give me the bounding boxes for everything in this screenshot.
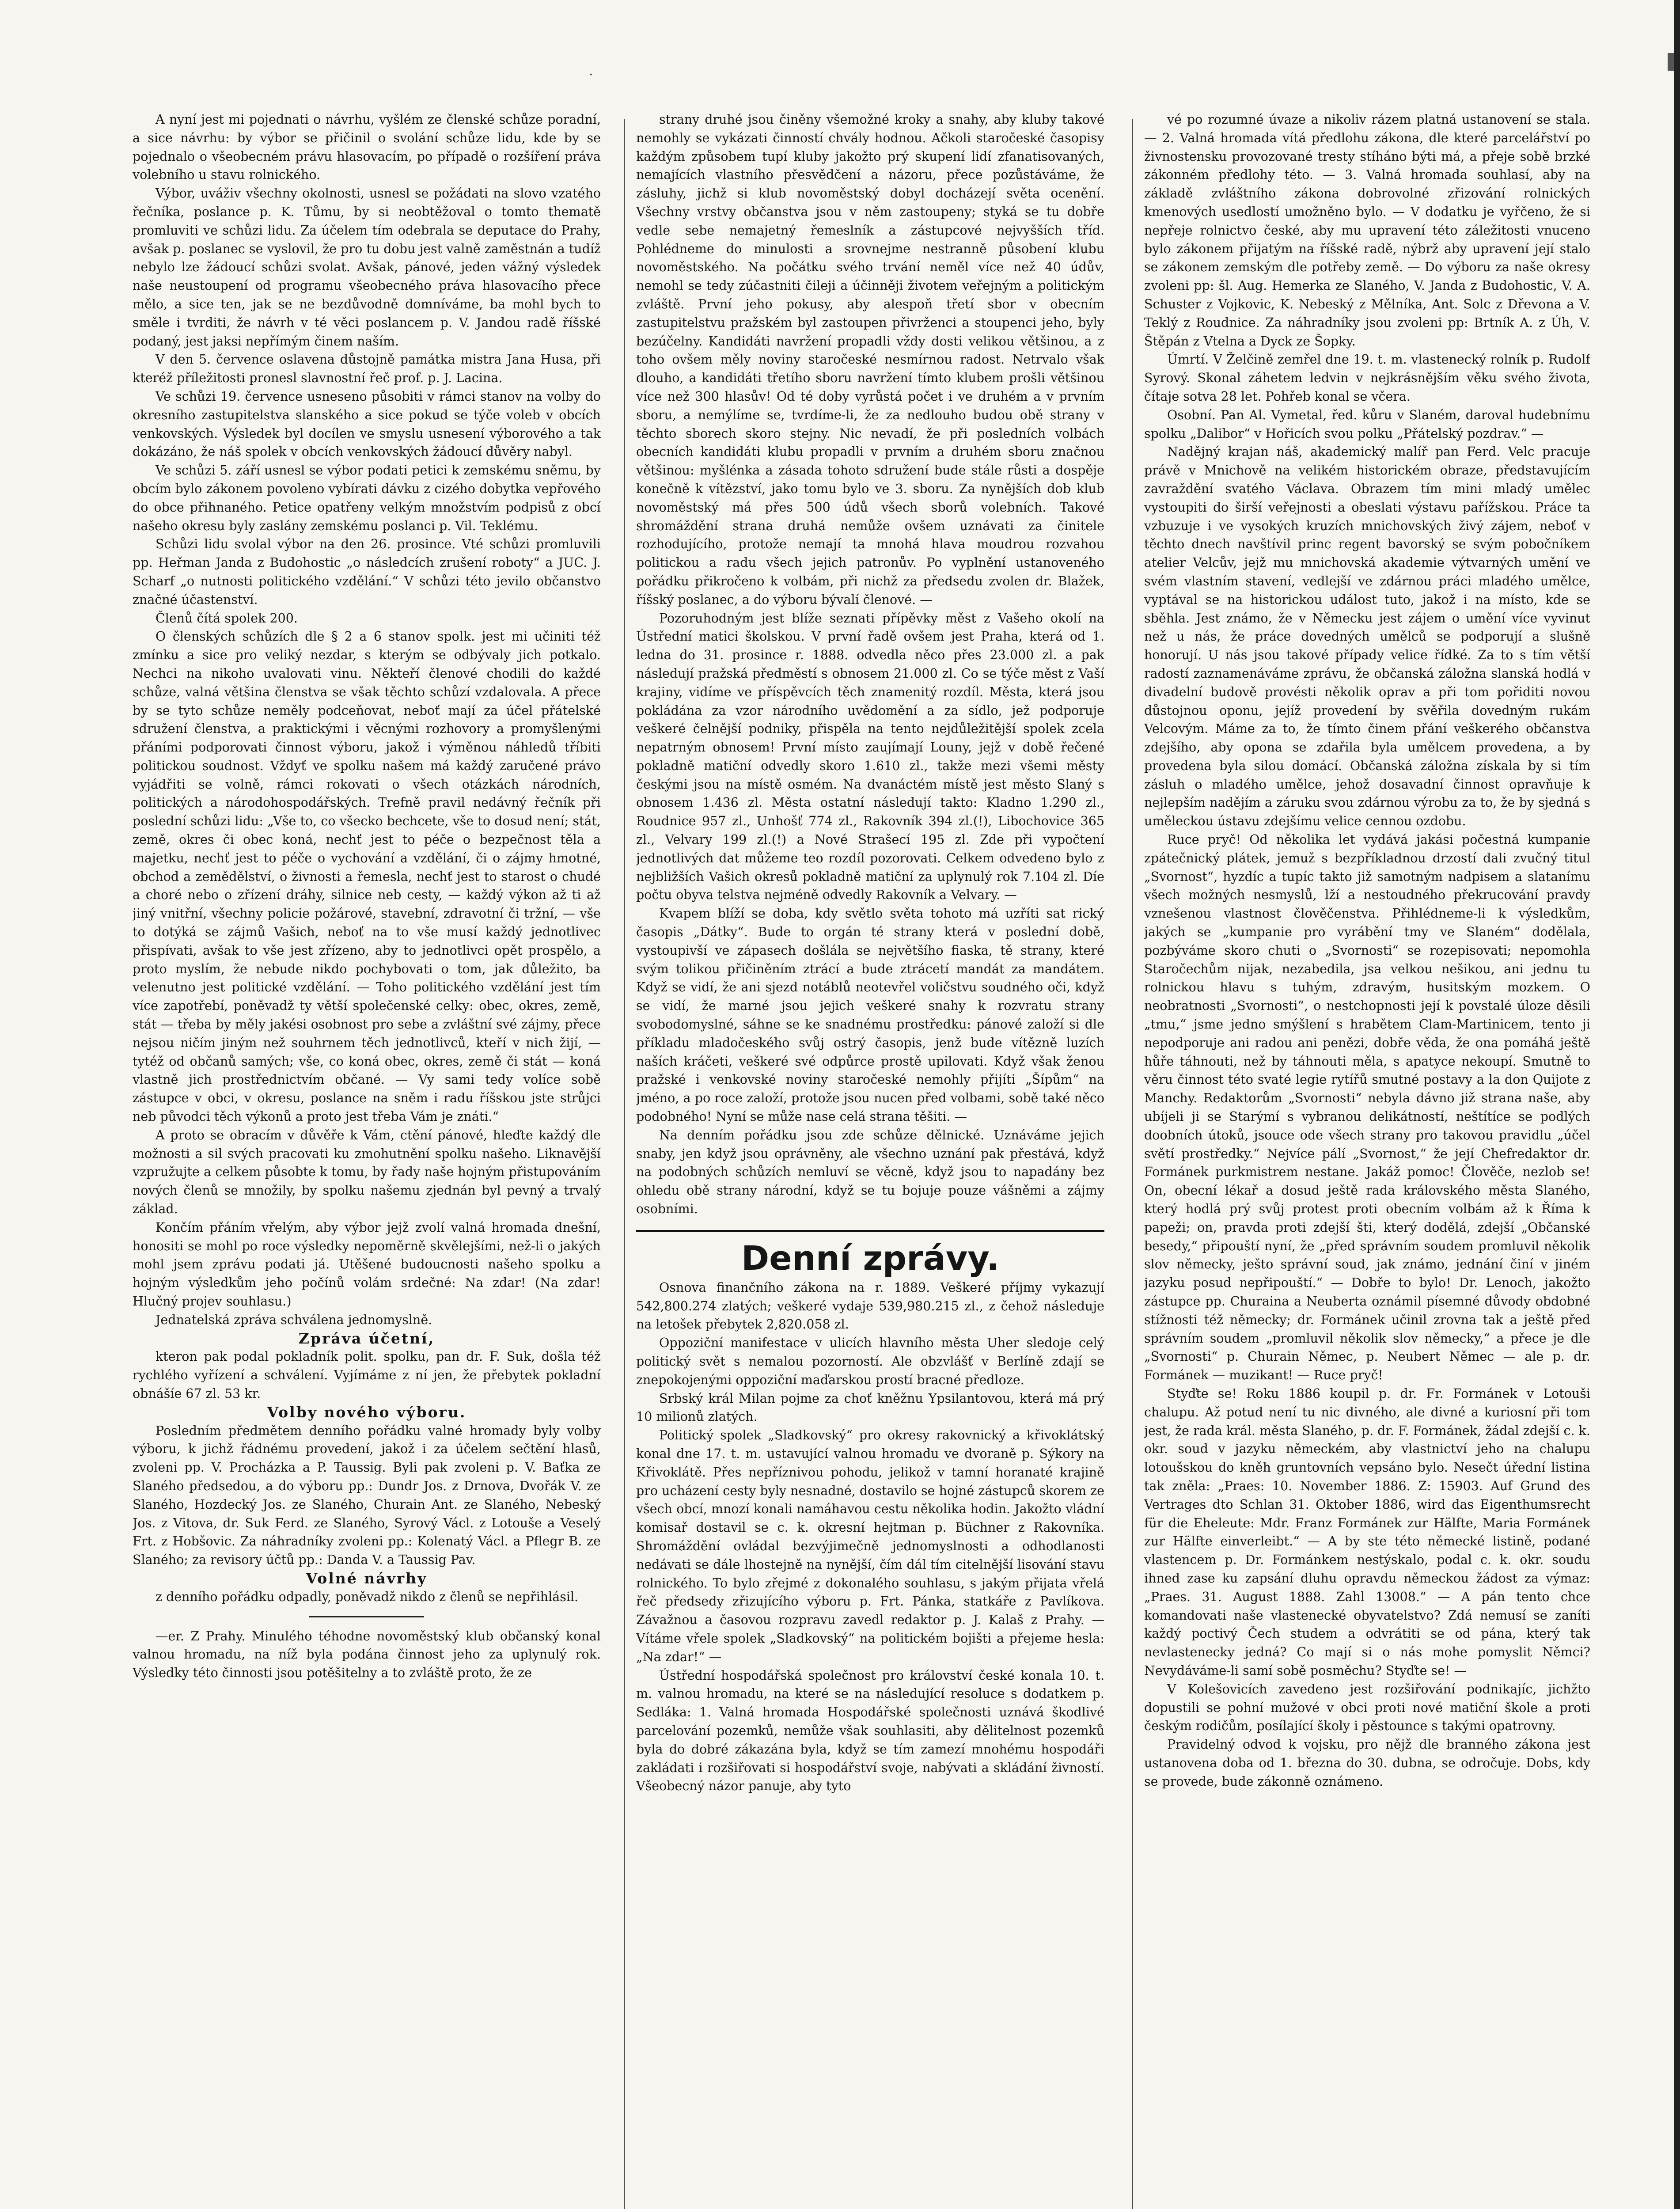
page-tear-mark <box>1668 53 1674 71</box>
paragraph: Srbský král Milan pojme za choť kněžnu Ypsilantovou, která má prý 10 milionů zlatých. <box>636 1391 1104 1424</box>
paragraph: kteron pak podal pokladník polit. spolku, pan dr. F. Suk, došla též rychlého vyřízení a schválení. Vyjímáme z ní jen, že přebytek pokladní obnášíe 67 zl. 53 kr. <box>133 1349 601 1401</box>
paragraph: Styďte se! Roku 1886 koupil p. dr. Fr. Formánek v Lotouši chalupu. Až potud není tu nic divného, ale divné a kuriosní při tom jest, že rada král. města Slaného, p. dr. F. Formánek, žádal zdejší c. k. okr. soud v jazyku německém, aby vlastnictví jeho na chalupu lotoušskou do kněh gruntovních vepsáno bylo. Nesečt úřední listina tak zněla: „Praes: 10. November 1886. Z: 15903. Auf Grund des Vertrages dto Schlan 31. Oktober 1886, wird das Eigenthumsrecht für die Eheleute: Mdr. Franz Formánek zur Hälfte, Maria Formánek zur Hälfte einverleibt.“ — A by ste této německé listině, podané vlastencem p. Dr. Formánkem nestýskalo, podal c. k. okr. soudu ihned zase ku zapsání dluhu opravdu německou žádost za výmaz: „Praes. 31. August 1888. Zahl 13008.“ — A pán tento chce komandovati naše vlastenecké obyvatelstvo? Zdá nemusí se zaníti každý poctivý Čech studem a odvrátiti se od pána, který tak nevlastenecky jedná? Co mají si o nás mohe pomyslit Němci? Nevydáváme-li samí sobě posměchu? Styďte se! — <box>1144 1386 1590 1678</box>
paragraph: Osnova finančního zákona na r. 1889. Veškeré příjmy vykazují 542,800.274 zlatých; veškeré vydaje 539,980.215 zl., z čehož následuje na letošek přebytek 2,820.058 zl. <box>636 1280 1104 1332</box>
paragraph: Úmrtí. V Želčině zemřel dne 19. t. m. vlastenecký rolník p. Rudolf Syrový. Skonal záhetem ledvin v nejkrásnějším věku svého života, čítaje sotva 28 let. Pohřeb konal se včera. <box>1144 352 1590 404</box>
section-divider <box>636 1230 1104 1232</box>
subheading: Volby nového výboru. <box>267 1403 466 1421</box>
paragraph: Ve schůzi 5. září usnesl se výbor podati petici k zemskému sněmu, by obcím bylo zákonem povoleno vybírati dávku z cizého dobytka vepřového do obce přihnaného. Petice opatřeny velkým množstvím podpisů z obcí našeho okresu byly zaslány zemskému poslanci p. Vil. Teklému. <box>133 463 601 533</box>
paragraph: Ve schůzi 19. července usneseno působiti v rámci stanov na volby do okresního zastupitelstva slanského a sice pokud se týče voleb v obcích venkovských. Výsledek byl docílen ve smyslu usnesení výborového a tak dokázáno, že náš spolek v obcích venkovských žádoucí důvěry nabyl. <box>133 389 601 459</box>
paragraph: strany druhé jsou činěny všemožné kroky a snahy, aby kluby takové nemohly se vykázati činností chvály hodnou. Ačkoli staročeské časopisy každým způsobem tupí kluby jakožto prý skupení lidí zfanatisovaných, nemajících vlastního přesvědčení a názoru, přece pozůstáváme, že zásluhy, jichž si klub novoměstský dobyl docházejí světa ocenění. Všechny vrstvy občanstva jsou v něm zastoupeny; styká se tu dobře vedle sebe nemajetný řemeslník a zástupcové nejvyšších tříd. Pohlédneme do minulosti a srovnejme nestranně působení klubu novoměstského. Na počátku svého trvání neměl více než 40 údův, nemohl se tedy zúčastniti čileji a účinněji životem veřejným a politickým zvláště. První jeho pokusy, aby alespoň třetí sbor v obecním zastupitelstvu pražském byl zastoupen přivrženci a stoupenci jeho, byly bezúčelny. Kandidáti navržení propadli vždy dosti velikou většinou, a z toho ovšem měly noviny staročeské nesmírnou radost. Netrvalo však dlouho, a kandidáti třetího sboru navržení tímto klubem prošli většinou více než 300 hlasův! Od té doby vyrůstá počet i ve druhém a v prvním sboru, a nemýlíme se, tvrdíme-li, že za nedlouho budou obě strany v těchto sborech skoro stejny. Nic nevadí, že při posledních volbách obecních kandidáti klubu propadli v prvním a druhém sboru značnou většinou: myšlénka a zásada tohoto sdružení bude stále růsti a dospěje konečně k vítězství, jako tomu bylo ve 3. sboru. Za nynějších dob klub novoměstský má přes 500 údů všech sborů volebních. Takové shromáždění strana druhá nemůže ovšem uznávati za činitele rozhodujícího, protože nemají ta mnohá hlava moudrou rozvahou politickou a radu všech jejich patronův. Po vyplnění ustanoveného pořádku přikročeno k volbám, při nichž za předsedu zvolen dr. Blažek, říšský poslanec, a do výboru bývalí členové. — <box>636 112 1104 607</box>
section-heading: Denní zprávy. <box>741 1238 999 1278</box>
paragraph: Výbor, uváživ všechny okolnosti, usnesl se požádati na slovo vzatého řečníka, poslance p. K. Tůmu, by si neobtěžoval o tomto thematě promluviti ve schůzi lidu. Za účelem tím odebrala se deputace do Prahy, avšak p. poslanec se vyslovil, že pro tu dobu jest valně zaměstnán a tudíž nebylo lze žádoucí schůzi svolat. Avšak, pánové, jeden vážný výsledek naše neustoupení od programu všeobecného práva hlasovacího přece mělo, a sice ten, jak se ne bezdůvodně domníváme, ba mohl bych to směle i tvrditi, že návrh v té věci poslancem p. V. Jandou radě říšské podaný, jest jaksi nepřímým činem naším. <box>133 186 601 349</box>
column-rule <box>624 119 625 2209</box>
paragraph: Ústřední hospodářská společnost pro království české konala 10. t. m. valnou hromadu, na které se na následující resoluce s dodatkem p. Sedláka: 1. Valná hromada Hospodářské společnosti uznává škodlivé parcelování pozemků, nemůže však souhlasiti, aby dělitelnost pozemků byla do dobré zákazána byla, když se tím zamezí mnohému hospodáři zakládati i rozšiřovati si hospodářství svoje, nabývati a skládání živností. Všeobecný názor panuje, aby tyto <box>636 1668 1104 1794</box>
paragraph: Nadějný krajan náš, akademický malíř pan Ferd. Velc pracuje právě v Mnichově na velikém historickém obraze, představujícím zavraždění svatého Václava. Obrazem tím mini mladý umělec vystoupiti do širší veřejnosti a obeslati výstavu pařížskou. Práce ta vzbuzuje i ve vysokých kruzích mnichovských živý zájem, neboť v těchto dnech navštívil princ regent bavorský se svým pobočníkem atelier Velcův, jejž mu mnichovská akademie výtvarných umění ve svém vlastním stavení, vedlejší ve zdárnou práci mladého umělce, vyptával se na historickou událost tuto, jakož i na místo, kde se sběhla. Jest známo, že v Německu jest zájem o umění více vyvinut než u nás, že práce dovedných umělců se podporují a slušně honorují. U nás jsou takové případy velice řídké. Za to s tím větší radostí zaznamenáváme zprávu, že občanská záložna slanská hodlá v divadelní budově provésti několik oprav a při tom pořiditi novou důstojnou oponu, jejíž provedení by svěřila dovedným rukám Velcovým. Máme za to, že tímto činem přání veškerého občanstva zdejšího, aby opona se zdařila byla umělcem provedena, a by provedena byla silou domácí. Občanská záložna získala by si tím zásluh o mladého umělce, jehož dosavadní činnost opravňuje k nejlepším nadějím a záruku svou zdárnou výrobu za to, že by sjedná s uměleckou ústavu zdejšímu velice cennou ozdobu. <box>1144 444 1590 829</box>
paragraph: Oppoziční manifestace v ulicích hlavního města Uher sledoje celý politický svět s nemalou pozorností. Ale obzvlášť v Berlíně zdají se znepokojenými oppoziční maďarskou prostí bracné předloze. <box>636 1336 1104 1387</box>
subheading: Volné návrhy <box>306 1569 428 1587</box>
column-rule <box>1132 119 1133 2209</box>
paragraph: Kvapem blíží se doba, kdy světlo světa tohoto má uzříti sat rický časopis „Dátky“. Bude to orgán té strany která v poslední době, vystoupivší ve zápasech došlála se největšího fiaska, tě strany, které svým tolikou přičiněním ztrácí a bude ztrácetí mandát za mandátem. Když se vidí, že ani sjezd notáblů neotevřel voličstvu soudného oči, když se vidí, že marné jsou jejich veškeré snahy k rozvratu strany svobodomyslné, sáhne se ke snadnému prostředku: pánové založí si dle příkladu mladočeského svůj ostrý časopis, jenž bude vítězně luzích naších kráčeti, veškeré své odpůrce prostě upilovati. Když však ženou pražské i venkovské noviny staročeské nemohly přijíti „Šípům“ na jméno, a po roce založí, protože jsou nucen před volbami, sobě také něco podobného! Nyní se může nase celá strana těšiti. — <box>636 906 1104 1124</box>
paragraph: Politický spolek „Sladkovský“ pro okresy rakovnický a křivoklátský konal dne 17. t. m. ustavující valnou hromadu ve dvoraně p. Sýkory na Křivoklátě. Přes nepříznivou pohodu, jelikož v tamní horanaté krajině pro ucházení cesty byly nesnadné, dostavilo se hojné zástupců skorem ze všech obcí, mnozí konali namáhavou cestu několika hodin. Jakožto vládní komisař dostavil se c. k. okresní hejtman p. Büchner z Rakovníka. Shromáždění ovládal bezvýjimečně jednomyslnosti a odhodlanosti nedávati se dále lhostejně na nynější, čím dál tím citelnější lisování stavu rolnického. To bylo zřejmé z dokonalého souhlasu, s jakým přijata vřelá řeč předsedy zřizujícího výboru p. Frt. Pánka, statkáře z Pavlíkova. Závažnou a časovou rozpravu zavedl redaktor p. J. Kalaš z Prahy. — Vítáme vřele spolek „Sladkovský“ na politickém bojišti a přejeme hesla: „Na zdar!“ — <box>636 1428 1104 1664</box>
paragraph: A nyní jest mi pojednati o návrhu, vyšlém ze členské schůze poradní, a sice návrhu: by výbor se přičinil o svolání schůze lidu, kde by se pojednalo o všeobecném právu hlasovacím, po případě o rozšíření práva volebního u stavu rolnického. <box>133 112 601 182</box>
paragraph: Končím přáním vřelým, aby výbor jejž zvolí valná hromada dnešní, honositi se mohl po roce výsledky nepoměrně skvělejšími, než-li o jakých mohl jsem zprávu podati já. Utěšené budoucnosti našeho spolku a hojným výsledkům jeho počínů volám srdečné: Na zdar! (Na zdar! Hlučný projev souhlasu.) <box>133 1220 601 1309</box>
paragraph: —er. Z Prahy. Minulého téhodne novoměstský klub občanský konal valnou hromadu, na níž byla podána činnost jeho za uplynulý rok. Výsledky této činnosti jsou potěšitelny a to zvláště proto, že ze <box>133 1628 601 1681</box>
paragraph: vé po rozumné úvaze a nikoliv rázem platná ustanovení se stala. — 2. Valná hromada vítá předlohu zákona, dle které parcelářství po živnostensku provozované tresty stíháno býti má, a přeje sobě brzké zákonném předlohy této. — 3. Valná hromada souhlasí, aby na základě zvláštního zákona dobrovolné zřizování rolnických kmenových usedlostí umožněno bylo. — V dodatku je vyřčeno, že si nepřeje rolnictvo české, aby mu upravení této záležitosti vnuceno bylo zákonem přijatým na říšské radě, nýbrž aby upravení její stalo se zákonem zemským dle potřeby země. — Do výboru za naše okresy zvoleni pp: šl. Aug. Hemerka ze Slaného, V. Janda z Budohostic, V. A. Schuster z Vojkovic, K. Nebeský z Mělníka, Ant. Solc z Dřevona a V. Teklý z Roudnice. Za náhradníky jsou zvoleni pp: Brtník A. z Úh, V. Štěpán z Vtelna a Dyck ze Šopky. <box>1144 112 1590 349</box>
paragraph: Na denním pořádku jsou zde schůze dělnické. Uznáváme jejich snaby, jen když jsou oprávněny, ale všechno uznání pak přestává, když na podobných schůzích nemluví se věcně, když jsou to napadány bez ohledu obě strany národní, když se tu bojuje pouze vášněmi a zájmy osobními. <box>636 1127 1104 1217</box>
paragraph: Pozoruhodným jest blíže seznati přípěvky měst z Vašeho okolí na Ústřední matici školskou. V první řadě ovšem jest Praha, která od 1. ledna do 31. prosince r. 1888. odvedla něco přes 23.000 zl. a pak následují pražská předměstí s obnosem 21.000 zl. Co se týče měst z Vaší krajiny, vidíme ve příspěvcích těch znamenitý rozdíl. Města, která jsou pokládána za vzor národního uvědomění a za sídlo, jež podporuje veškeré čelnější podniky, přispěla na tento nejdůležitější spolek zcela nepatrným obnosem! První místo zaujímají Louny, jejž v době řečené pokladně matiční odvedly skoro 1.610 zl., takže mezi všemi městy českými jsou na místě osmém. Na dvanáctém místě jest město Slaný s obnosem 1.436 zl. Města ostatní následují takto: Kladno 1.290 zl., Roudnice 957 zl., Unhošť 774 zl., Rakovník 394 zl.(!), Libochovice 365 zl., Velvary 199 zl.(!) a Nové Strašecí 195 zl. Zde při vypočtení jednotlivých dat můžeme teo rozdíl pozorovati. Celkem odvedeno bylo z nejbližších Vašich okresů pokladně matiční za uplynulý rok 7.104 zl. Díe počtu obyva telstva nejméně odvedly Rakovník a Velvary. — <box>636 611 1104 903</box>
paragraph: Členů čítá spolek 200. <box>155 611 298 626</box>
newspaper-page <box>133 110 1680 2209</box>
paragraph: Posledním předmětem denního pořádku valné hromady byly volby výboru, k jichž řádnému provedení, jakož i za účelem sečtění hlasů, zvoleni pp. V. Procházka a P. Taussig. Byli pak zvoleni p. V. Baťka ze Slaného předsedou, a do výboru pp.: Dundr Jos. z Drnova, Dvořák V. ze Slaného, Hozdecký Jos. ze Slaného, Churain Ant. ze Slaného, Nebeský Jos. z Vitova, dr. Suk Ferd. ze Slaného, Syrový Václ. z Lotouše a Veselý Frt. z Hobšovic. Za náhradníky zvoleni pp.: Kolenatý Václ. a Pflegr B. ze Slaného; za revisory účtů pp.: Danda V. a Taussig Pav. <box>133 1423 601 1568</box>
paragraph: A proto se obracím v důvěře k Vám, ctění pánové, hleďte každý dle možnosti a sil svých pracovati ku zmohutnění spolku našeho. Liknavější vzpružujte a celkem působte k tomu, by řady naše hojným přistupováním nových členů se množily, by spolku našemu zjednán byl pevný a trvalý základ. <box>133 1127 601 1217</box>
paragraph: Jednatelská zpráva schválena jednomyslně. <box>155 1312 432 1327</box>
column-3 <box>1144 110 1590 2209</box>
paragraph: z denního pořádku odpadly, poněvadž nikdo z členů se nepřihlásil. <box>155 1589 579 1604</box>
column-2 <box>636 110 1104 2209</box>
paragraph: Pravidelný odvod k vojsku, pro nějž dle branného zákona jest ustanovena doba od 1. března do 30. dubna, se odročuje. Dobs, kdy se provede, bude zákonně oznámeno. <box>1144 1737 1590 1789</box>
paragraph: Schůzi lidu svolal výbor na den 26. prosince. Vté schůzi promluvili pp. Heřman Janda z Budohostic „o následcích zrušení roboty“ a JUC. J. Scharf „o nutnosti politického vzdělání.“ V schůzi této jevilo občanstvo značné účastenství. <box>133 537 601 607</box>
paragraph: Osobní. Pan Al. Vymetal, řed. kůru v Slaném, daroval hudebnímu spolku „Dalibor“ v Hořicích svou polku „Přátelský pozdrav.“ — <box>1144 407 1590 441</box>
paragraph: V den 5. července oslavena důstojně památka mistra Jana Husa, při kteréž příležitosti pronesl slavnostní řeč prof. p. J. Lacina. <box>133 352 601 386</box>
paragraph: Ruce pryč! Od několika let vydává jakási počestná kumpanie zpátečnický plátek, jemuž s bezpříkladnou drzostí dali zvučný titul „Svornost“, hyzdíc a tupíc takto již samotným nadpisem a slatanímu všech možných nesmyslů, lží a nestoudného překrucování pravdy vznešenou vlastnost člověčenstva. Přihlédneme-li k výsledkům, jakých se „kumpanie pro vyrábění tmy ve Slaném“ dodělala, pozbýváme skoro chuti o „Svornosti“ se rozepisovati; nepomohla Staročechům nijak, nezabedila, jsa velkou nešikou, ani jednu tu rolnickou hlavu s tuhým, zdravým, husitským mozkem. O neobratnosti „Svornosti“, o nestchopnosti její k povstalé úloze děsili „tmu,“ jsme jedno smýšlení s hrabětem Clam-Martinicem, tento ji nepodporuje ani radou ani penězi, dobře věda, že ona pomáhá ještě hůře táhnouti, než by táhnouti měla, s apatyce nekoupí. Smutně to věru činnost této svaté legie rytířů smutné postavy a la don Quijote z Manchy. Redaktorům „Svornosti“ nebyla dávno již strana naše, aby ubíjeli ji se Starýmí s vybranou delikátností, neštítíce se podlých doobních útoků, jsouce ode všech strany pro takovou pravidlu „účel světí prostředky.“ Nejvíce pálí „Svornost,“ že její Chefredaktor dr. Formánek purkmistrem nestane. Jakáž pomoc! Člověče, nezlob se! On, obecní lékař a dosud ještě rada královského města Slaného, který hodlá prý svůj protest proti obecním volbám až k Říma k papeži; on, pravda proti zdejší šti, který dodělá, zdejší „Občanské besedy,“ připouští nyní, že „před správním soudem promluvil několik slov německy, ješto správní soud, jak známo, jednání činí v jiném jazyku posud nepřipouští.“ — Dobře to bylo! Dr. Lenoch, jakožto zástupce pp. Churaina a Neuberta oznámil písemné důvody obdobné stížnosti též německy; dr. Formánek učinil zrovna tak a ještě před správním soudem „promluvil několik slov německy,“ a přece je dle „Svornosti“ p. Churain Němec, p. Neubert Němec — ale p. dr. Formánek — muzikant! — Ruce pryč! <box>1144 832 1590 1383</box>
subheading: Zpráva účetní, <box>298 1329 435 1347</box>
paragraph: O členských schůzích dle § 2 a 6 stanov spolk. jest mi učiniti též zmínku a sice pro veliký nezdar, s kterým se odbývaly jich potkalo. Nechci na nikoho uvalovati vinu. Někteří členové chodili do každé schůze, valná většina členstva se však těchto schůzí vzdalovala. A přece by se tyto schůze neměly podceňovat, neboť mají za účel přátelské sdružení členstva, a praktickými i věcnými rozhovory a promyšlenými přáními podporovati činnost výboru, jakož i výměnou náhledů tříbiti politickou soudnost. Vždyť ve spolku našem má každý zaručené právo vyjádřiti se volně, rámci rokovati o všech otázkách národních, politických a národohospodářských. Trefně pravil nedávný řečník při poslední schůzi lidu: „Vše to, co všecko bechcete, vše to dosud není; stát, země, okres či obec koná, nechť jest to péče o bezpečnost těla a majetku, nechť jest to péče o vychování a vzdělání, či o zájmy hmotné, obchod a zemědělství, o živnosti a řemesla, nechť jest to starost o chudé a choré nebo o zřízení dráhy, silnice neb cesty, — každý výkon až ti až jiný vnitřní, všechny policie požárové, stavební, zdravotní či tržní, — vše to dotýká se zájmů Vašich, neboť na to vše musí každý jednotlivec přispívati, avšak to vše jest zřízeno, aby to jednotlivci opět prospělo, a proto myslím, že nebude nikdo pochybovati o tom, jak důležito, ba velenutno jest politické vzdělání. — Toho politického vzdělání jest tím více zapotřebí, poněvadž ty větší společenské celky: obec, okres, země, stát — třeba by měly jakési osobnost pro sebe a zvláštní své zájmy, přece nejsou ničím jiným než souhrnem těch jednotlivců, kteří v nich žijí, — tytéž od občanů samých; vše, co koná obec, okres, země či stát — koná vlastně jich prostřednictvím občané. — Vy sami tedy volíce sobě zástupce v obci, v okresu, poslance na sněm i radu říšskou jste strůjci neb původci těch výkonů a proto jest třeba Vám je znáti.“ <box>133 629 601 1124</box>
section-divider <box>309 1616 424 1617</box>
column-1 <box>133 110 601 2209</box>
page-mark: · <box>589 67 593 83</box>
paragraph: V Kolešovicích zavedeno jest rozšiřování podnikajíc, jichžto dopustili se pohní mužové v obci proti nové matiční škole a proti českým rodičům, posílající školy i pěstounce s takými opatrovny. <box>1144 1681 1590 1734</box>
